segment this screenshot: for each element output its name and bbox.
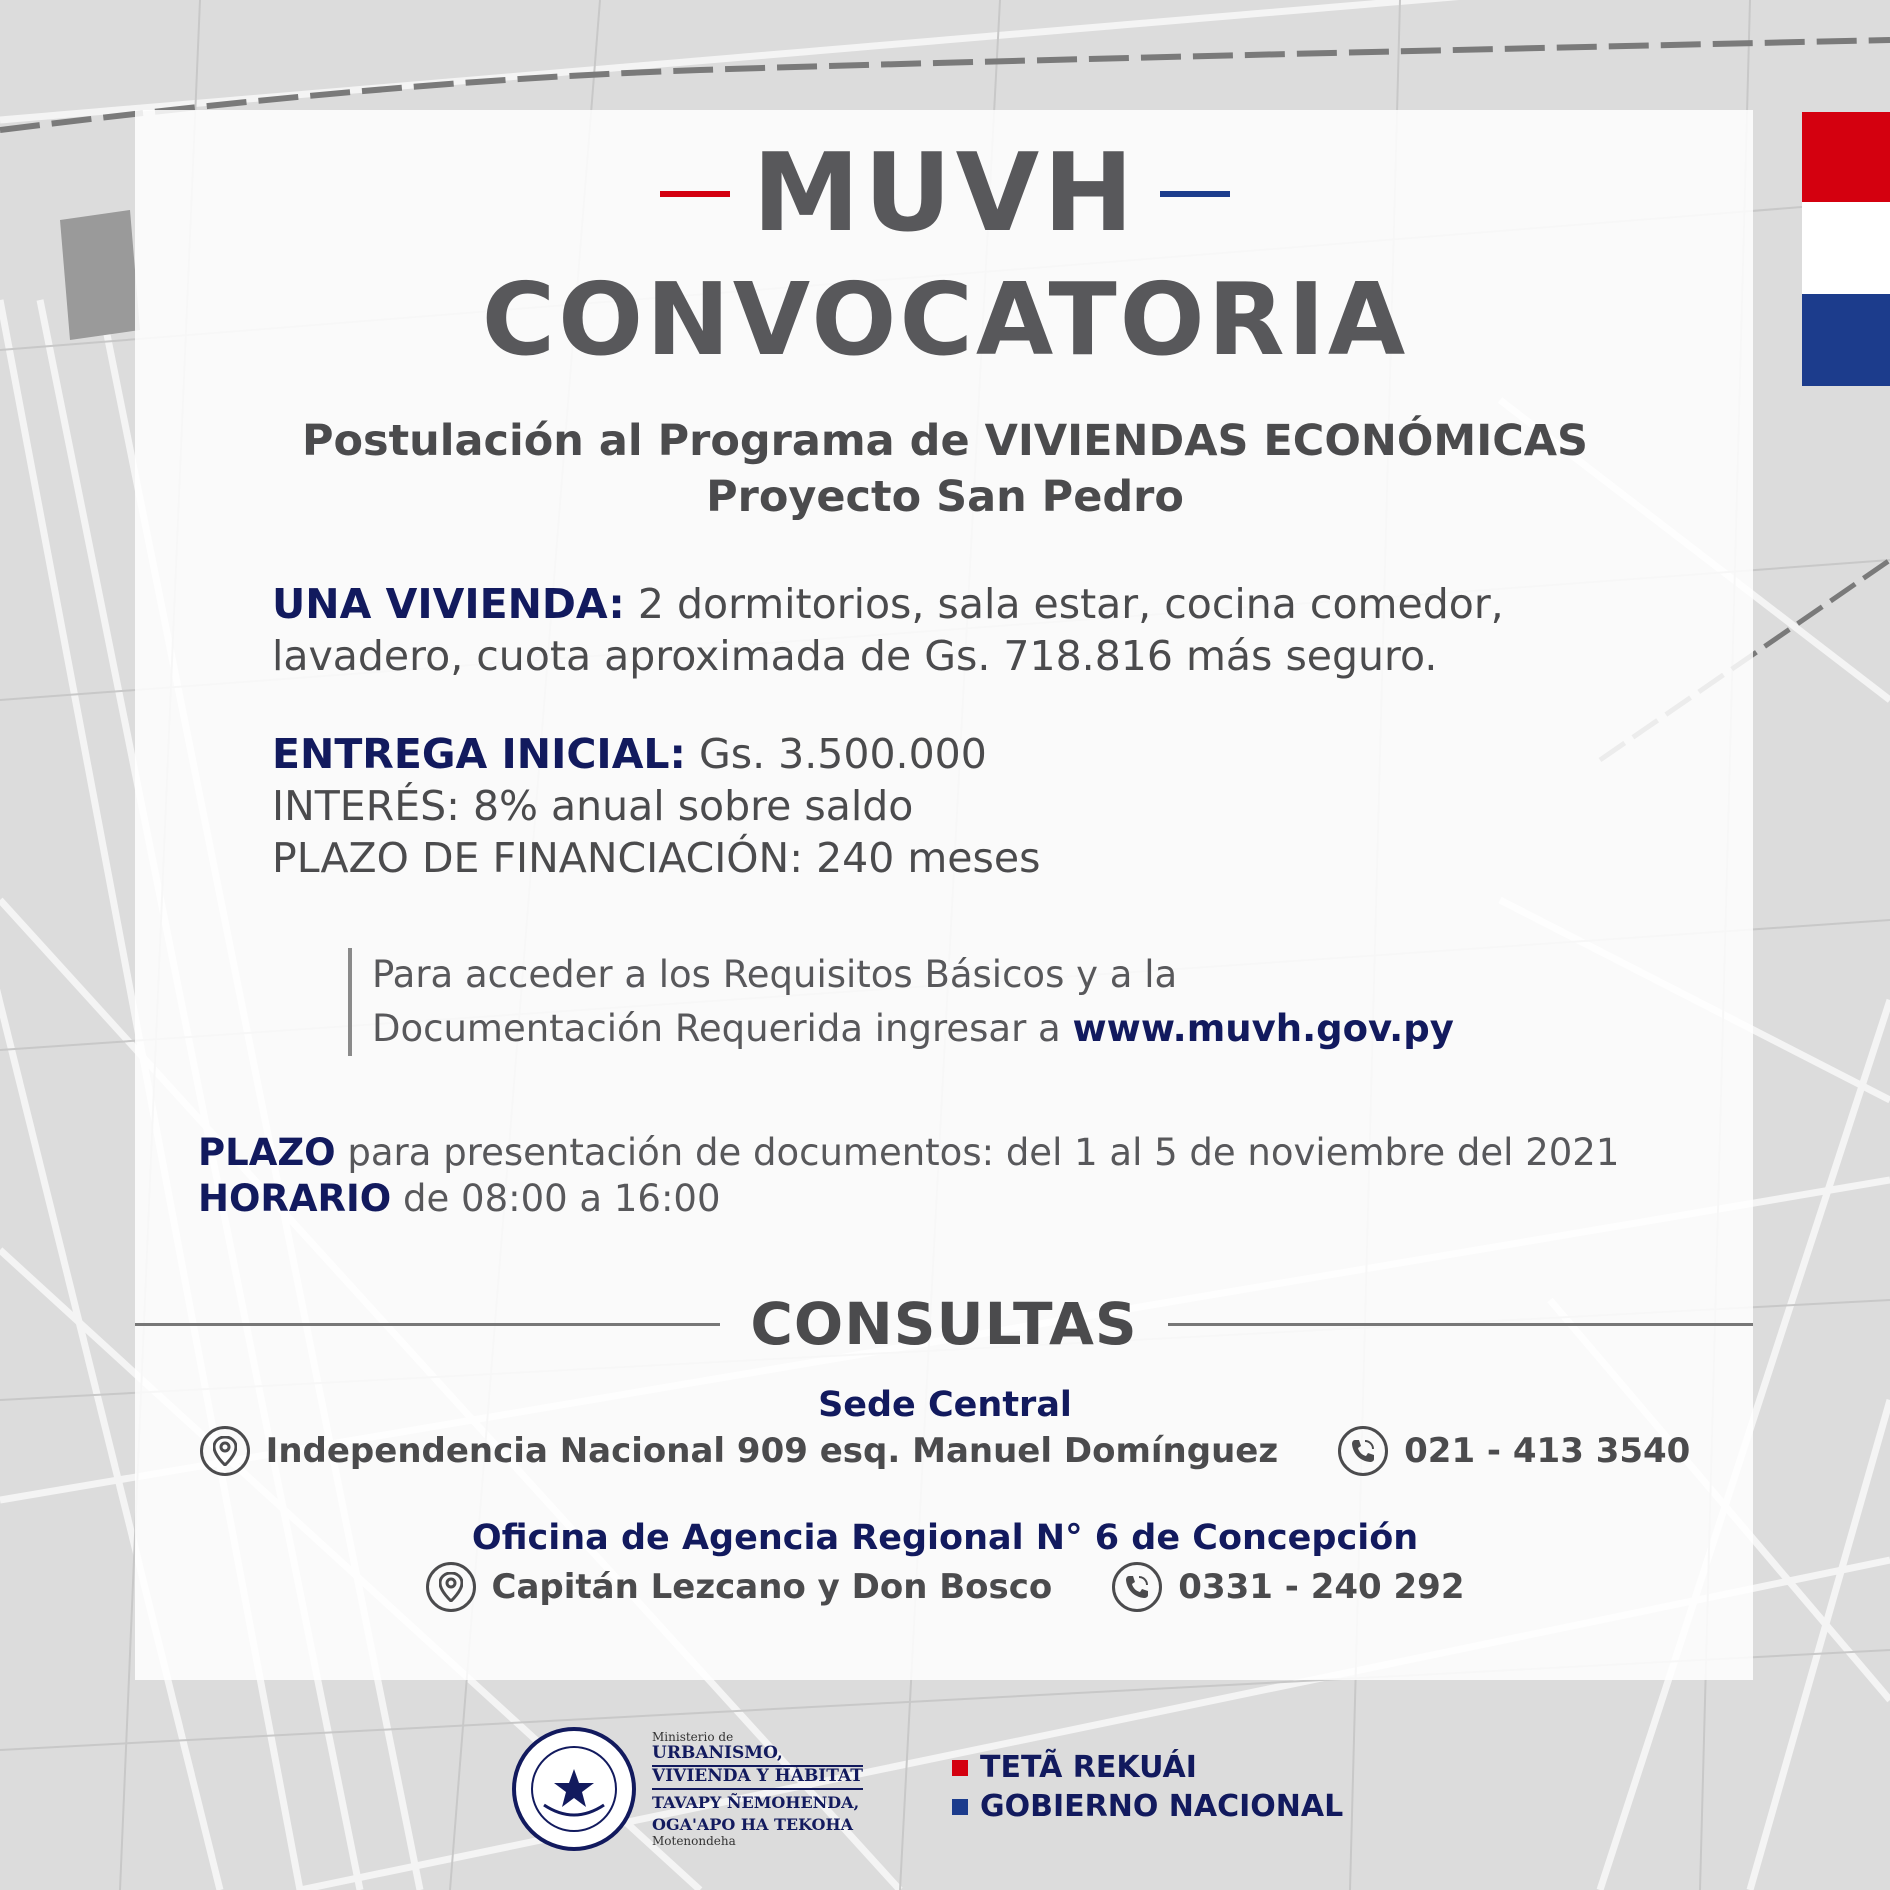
guarani-line-1: TAVAPY ÑEMOHENDA, xyxy=(652,1793,860,1812)
ministry-name xyxy=(652,1730,863,1848)
requirements-note xyxy=(348,948,1454,1056)
guarani-line-2: OGA'APO HA TEKOHA xyxy=(652,1815,854,1834)
subtitle-line-2: Proyecto San Pedro xyxy=(706,472,1184,522)
horario-text: de 08:00 a 16:00 xyxy=(391,1177,721,1220)
consultas-heading: CONSULTAS xyxy=(750,1290,1138,1358)
consultas-heading-row xyxy=(135,1290,1753,1358)
divider-right xyxy=(1168,1323,1753,1326)
contact-row-sede-central xyxy=(0,1426,1890,1476)
location-pin-icon xyxy=(426,1562,476,1612)
address-text: Capitán Lezcano y Don Bosco xyxy=(491,1567,1053,1607)
website-link[interactable]: www.muvh.gov.py xyxy=(1072,1007,1454,1050)
brand-logo-text: MUVH xyxy=(752,131,1138,256)
ministry-line-2: VIVIENDA Y HÁBITAT xyxy=(652,1767,863,1790)
entrega-label: ENTREGA INICIAL: xyxy=(272,730,686,778)
plazo-financiacion-text: PLAZO DE FINANCIACIÓN: 240 meses xyxy=(272,834,1041,882)
government-brand xyxy=(952,1750,1343,1824)
program-subtitle xyxy=(0,413,1890,525)
requirements-line-2: Documentación Requerida ingresar a xyxy=(372,1007,1073,1050)
horario-label: HORARIO xyxy=(198,1177,392,1220)
contact-row-concepcion xyxy=(0,1562,1890,1612)
phone-text: 0331 - 240 292 xyxy=(1178,1567,1465,1607)
page-title: CONVOCATORIA xyxy=(481,261,1409,378)
office-name-concepcion: Oficina de Agencia Regional N° 6 de Concepción xyxy=(471,1518,1419,1558)
phone-text: 021 - 413 3540 xyxy=(1404,1431,1691,1471)
divider-left xyxy=(135,1323,720,1326)
address-text: Independencia Nacional 909 esq. Manuel Domínguez xyxy=(265,1431,1279,1471)
red-square-icon xyxy=(952,1760,968,1776)
plazo-label: PLAZO xyxy=(198,1131,336,1174)
brand-header xyxy=(0,131,1890,256)
ministry-line-1: URBANISMO, xyxy=(652,1744,863,1767)
subtitle-line-1: Postulación al Programa de VIVIENDAS ECONÓMICAS xyxy=(301,416,1589,466)
red-dash xyxy=(660,191,730,197)
blue-dash xyxy=(1160,191,1230,197)
location-pin-icon xyxy=(200,1426,250,1476)
entrega-value: Gs. 3.500.000 xyxy=(685,730,987,778)
ministry-small: Ministerio de xyxy=(652,1730,734,1744)
gov-line-2: GOBIERNO NACIONAL xyxy=(980,1789,1344,1824)
gov-line-1: TETÃ REKUÁI xyxy=(980,1750,1197,1785)
deadline-info xyxy=(198,1130,1619,1222)
blue-square-icon xyxy=(952,1799,968,1815)
phone-icon xyxy=(1338,1426,1388,1476)
vivienda-text-2: lavadero, cuota aproximada de Gs. 718.816 más seguro. xyxy=(272,632,1438,680)
requirements-line-1: Para acceder a los Requisitos Básicos y a la xyxy=(372,953,1178,996)
office-name-sede-central: Sede Central xyxy=(818,1385,1072,1425)
interes-text: INTERÉS: 8% anual sobre saldo xyxy=(272,782,914,830)
national-seal-icon xyxy=(510,1725,638,1853)
financing-details xyxy=(272,728,1040,884)
vivienda-label: UNA VIVIENDA: xyxy=(272,580,625,628)
phone-icon xyxy=(1112,1562,1162,1612)
guarani-small: Motenondeha xyxy=(652,1834,736,1848)
vivienda-text-1: 2 dormitorios, sala estar, cocina comedor, xyxy=(624,580,1504,628)
plazo-text: para presentación de documentos: del 1 al 5 de noviembre del 2021 xyxy=(335,1131,1620,1174)
ministry-logo xyxy=(510,1725,863,1853)
vivienda-description xyxy=(272,578,1504,682)
